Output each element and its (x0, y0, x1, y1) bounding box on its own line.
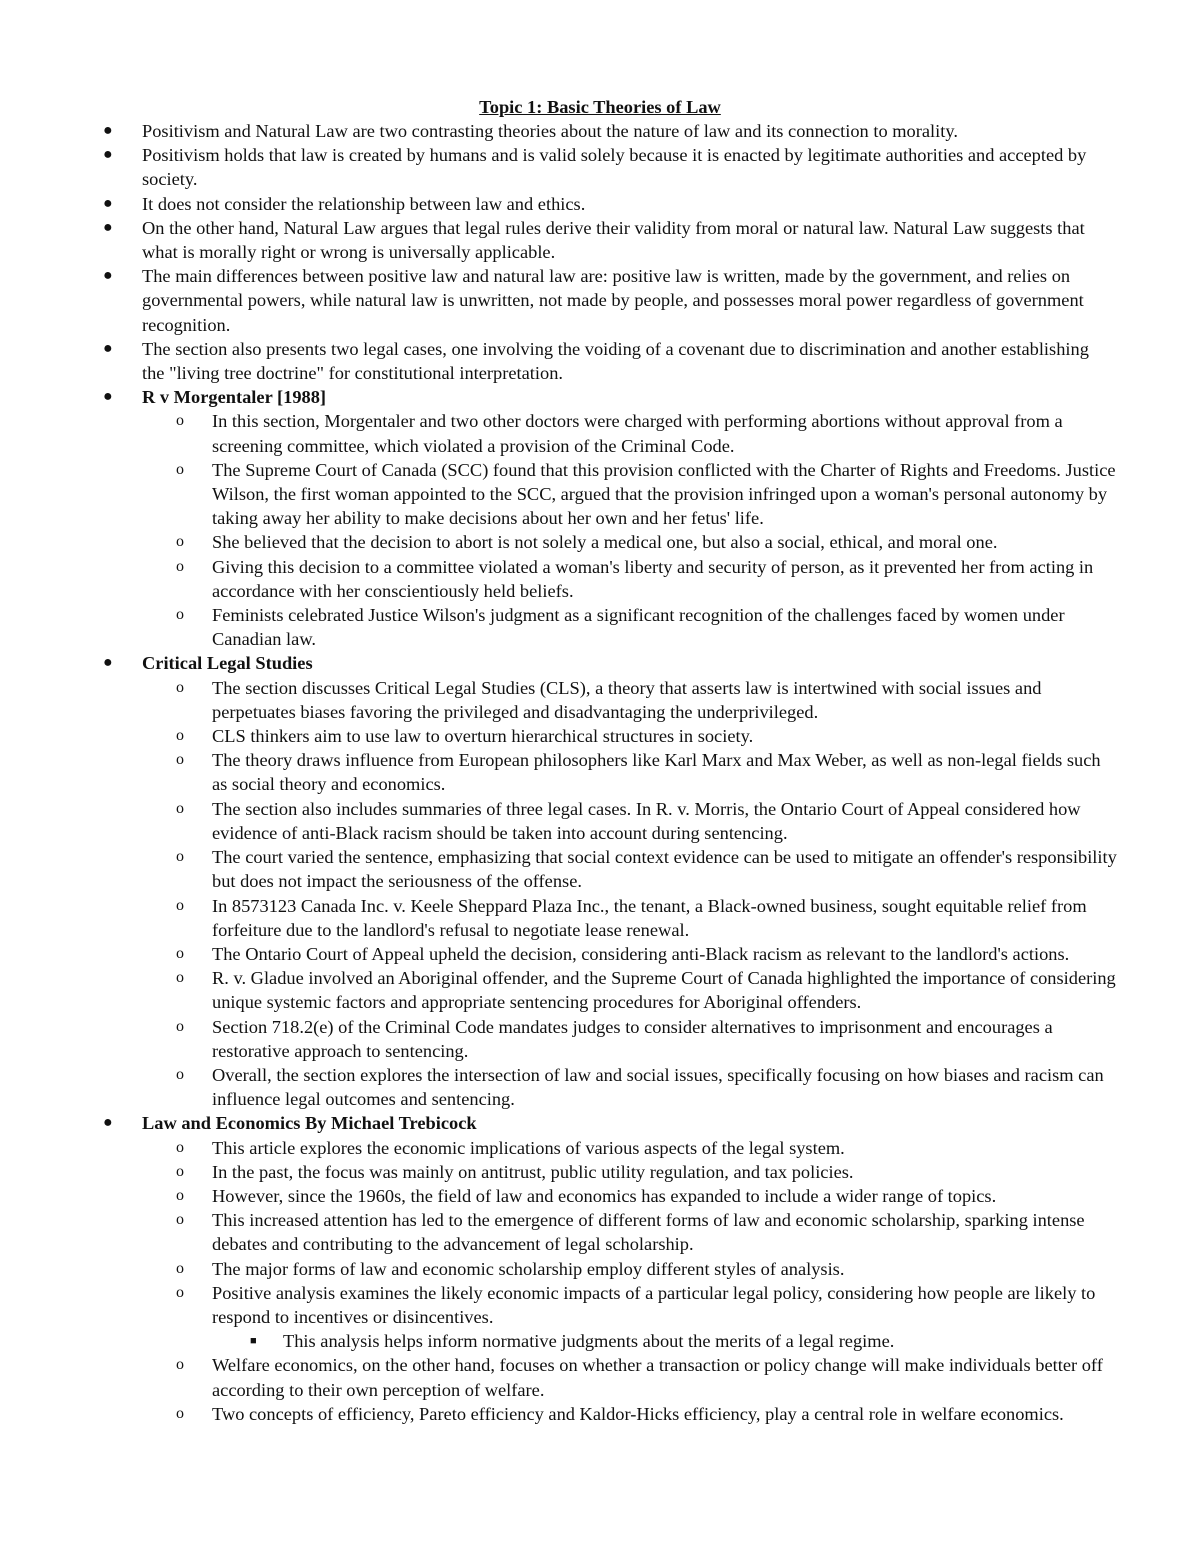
circle-bullet-icon: o (176, 727, 184, 745)
list-item (0, 1015, 1117, 1063)
list-item-text: The major forms of law and economic scholarship employ different styles of analysis. (212, 1258, 845, 1279)
list-item (0, 1353, 1117, 1401)
list-item-text: Overall, the section explores the intersection of law and social issues, specifically focusing on how biases and racism can influence legal outcomes and sentencing. (212, 1064, 1104, 1110)
list-item (0, 143, 1112, 191)
list-item (0, 1257, 1117, 1281)
list-item-text: The section also includes summaries of three legal cases. In R. v. Morris, the Ontario Court of Appeal considered how evidence of anti-Black racism should be taken into account during sentencing. (212, 798, 1081, 843)
list-item-text: Positivism holds that law is created by humans and is valid solely because it is enacted by legitimate authorities and accepted by society. (142, 145, 1087, 190)
list-item-text: The Supreme Court of Canada (SCC) found that this provision conflicted with the Charter of Rights and Freedoms. Justice Wilson, the first woman appointed to the SCC, argued that the provision infringed upon a woman's personal autonomy by taking away her ability to make decisions about her own and her fetus' life. (212, 459, 1116, 529)
circle-bullet-icon: o (176, 1283, 184, 1301)
list-item (0, 458, 1117, 531)
list-item (0, 192, 1112, 216)
list-item (0, 1160, 1117, 1184)
list-item-text: Welfare economics, on the other hand, focuses on whether a transaction or policy change will make individuals better off according to their own perception of welfare. (212, 1355, 1103, 1400)
circle-bullet-icon: o (176, 678, 184, 696)
list-item (0, 530, 1117, 554)
circle-bullet-icon: o (176, 848, 184, 866)
circle-bullet-icon: o (176, 1404, 184, 1422)
list-item (0, 942, 1117, 966)
circle-bullet-icon: o (176, 1017, 184, 1035)
circle-bullet-icon: o (176, 1138, 184, 1156)
list-item (0, 1063, 1117, 1111)
circle-bullet-icon: o (176, 1259, 184, 1277)
list-item (0, 845, 1117, 893)
section-heading-text: R v Morgentaler [1988] (142, 387, 327, 408)
list-item (0, 337, 1112, 385)
list-item (0, 264, 1112, 337)
list-item-text: Feminists celebrated Justice Wilson's judgment as a significant recognition of the challenges faced by women under Canadian law. (212, 605, 1065, 650)
list-item-text: This increased attention has led to the emergence of different forms of law and economic scholarship, sparking intense debates and contributing to the advancement of legal scholarship. (212, 1210, 1085, 1255)
circle-bullet-icon: o (176, 606, 184, 624)
list-item-text: The Ontario Court of Appeal upheld the decision, considering anti-Black racism as relevant to the landlord's actions. (212, 943, 1070, 964)
circle-bullet-icon: o (176, 944, 184, 962)
circle-bullet-icon: o (176, 969, 184, 987)
list-item (0, 676, 1117, 724)
bullet-icon: ● (103, 218, 113, 236)
circle-bullet-icon: o (176, 799, 184, 817)
list-item (0, 966, 1117, 1014)
main-bullet-list (0, 119, 1200, 1426)
circle-bullet-icon: o (176, 460, 184, 478)
list-item-text: In the past, the focus was mainly on antitrust, public utility regulation, and tax policies. (212, 1161, 854, 1182)
circle-bullet-icon: o (176, 1065, 184, 1083)
list-item (0, 894, 1117, 942)
list-item-text: On the other hand, Natural Law argues that legal rules derive their validity from moral or natural law. Natural Law suggests that what is morally right or wrong is universally applicable. (142, 217, 1085, 263)
list-item-text: In this section, Morgentaler and two other doctors were charged with performing abortions without approval from a screening committee, which violated a provision of the Criminal Code. (212, 411, 1063, 456)
list-item-text: Giving this decision to a committee violated a woman's liberty and security of person, as it prevented her from acting in accordance with her conscientiously held beliefs. (212, 556, 1094, 601)
list-item (0, 1184, 1117, 1208)
square-bullet-icon: ■ (250, 1335, 257, 1348)
list-item (0, 797, 1117, 845)
circle-bullet-icon: o (176, 557, 184, 575)
circle-bullet-icon: o (176, 1162, 184, 1180)
circle-bullet-icon: o (176, 1356, 184, 1374)
circle-bullet-icon: o (176, 1186, 184, 1204)
list-item (0, 748, 1117, 796)
list-item (0, 119, 1112, 143)
circle-bullet-icon: o (176, 412, 184, 430)
list-item (0, 555, 1117, 603)
list-item (0, 1208, 1117, 1256)
list-item-text: Positivism and Natural Law are two contrasting theories about the nature of law and its connection to morality. (142, 121, 958, 141)
list-item (0, 216, 1112, 264)
list-item-text: This analysis helps inform normative judgments about the merits of a legal regime. (283, 1331, 895, 1352)
list-item-text: R. v. Gladue involved an Aboriginal offender, and the Supreme Court of Canada highlighted the importance of considering unique systemic factors and appropriate sentencing procedures for Aboriginal offenders. (212, 968, 1116, 1013)
section-heading-text: Law and Economics By Michael Trebicock (142, 1113, 477, 1134)
circle-bullet-icon: o (176, 533, 184, 551)
list-item-text: She believed that the decision to abort is not solely a medical one, but also a social, ethical, and moral one. (212, 532, 998, 553)
list-item-text: The section discusses Critical Legal Studies (CLS), a theory that asserts law is intertwined with social issues and perpetuates biases favoring the privileged and disadvantaging the underprivileged. (212, 677, 1042, 722)
list-item (0, 1136, 1117, 1160)
list-item (0, 603, 1117, 651)
section-heading-text: Critical Legal Studies (142, 653, 313, 674)
list-item-text: It does not consider the relationship between law and ethics. (142, 193, 586, 214)
list-item-text: This article explores the economic implications of various aspects of the legal system. (212, 1137, 845, 1158)
bullet-icon: ● (103, 1114, 113, 1132)
circle-bullet-icon: o (176, 751, 184, 769)
bullet-icon: ● (103, 146, 113, 164)
bullet-icon: ● (103, 122, 113, 139)
list-item-text: Two concepts of efficiency, Pareto efficiency and Kaldor-Hicks efficiency, play a central role in welfare economics. (212, 1403, 1064, 1424)
list-item-text: CLS thinkers aim to use law to overturn hierarchical structures in society. (212, 726, 754, 747)
list-item-text: The section also presents two legal cases, one involving the voiding of a covenant due to discrimination and another establishing the "living tree doctrine" for constitutional interpretation. (142, 338, 1089, 384)
list-item-text: The theory draws influence from European philosophers like Karl Marx and Max Weber, as well as non-legal fields such as social theory and economics. (212, 750, 1101, 795)
list-item-text: The court varied the sentence, emphasizing that social context evidence can be used to mitigate an offender's responsibility but does not impact the seriousness of the offense. (212, 847, 1117, 892)
bullet-icon: ● (103, 339, 113, 357)
bullet-icon: ● (103, 654, 113, 672)
list-item-text: Positive analysis examines the likely economic impacts of a particular legal policy, considering how people are likely to respond to incentives or disincentives. (212, 1282, 1096, 1327)
list-item-text: The main differences between positive law and natural law are: positive law is written, made by the government, and relies on governmental powers, while natural law is unwritten, not made by people, and possesses moral power regardless of government recognition. (142, 266, 1084, 335)
circle-bullet-icon: o (176, 896, 184, 914)
page-title: Topic 1: Basic Theories of Law (479, 97, 721, 117)
section-heading-cls (0, 651, 1112, 675)
list-item (0, 1402, 1117, 1426)
list-item-text: In 8573123 Canada Inc. v. Keele Sheppard Plaza Inc., the tenant, a Black-owned business, sought equitable relief from forfeiture due to the landlord's refusal to negotiate lease renewal. (212, 895, 1087, 940)
bullet-icon: ● (103, 267, 113, 285)
sub-list-item (0, 1329, 1128, 1353)
section-heading-law-and-economics (0, 1111, 1112, 1135)
circle-bullet-icon: o (176, 1211, 184, 1229)
document-body (0, 119, 1200, 1426)
list-item-text: However, since the 1960s, the field of law and economics has expanded to include a wider range of topics. (212, 1185, 997, 1206)
list-item-text: Section 718.2(e) of the Criminal Code mandates judges to consider alternatives to imprisonment and encourages a restorative approach to sentencing. (212, 1016, 1053, 1061)
list-item (0, 1281, 1117, 1329)
list-item (0, 724, 1117, 748)
section-heading-morgentaler (0, 385, 1112, 409)
list-item (0, 409, 1117, 457)
bullet-icon: ● (103, 388, 113, 406)
bullet-icon: ● (103, 194, 113, 212)
